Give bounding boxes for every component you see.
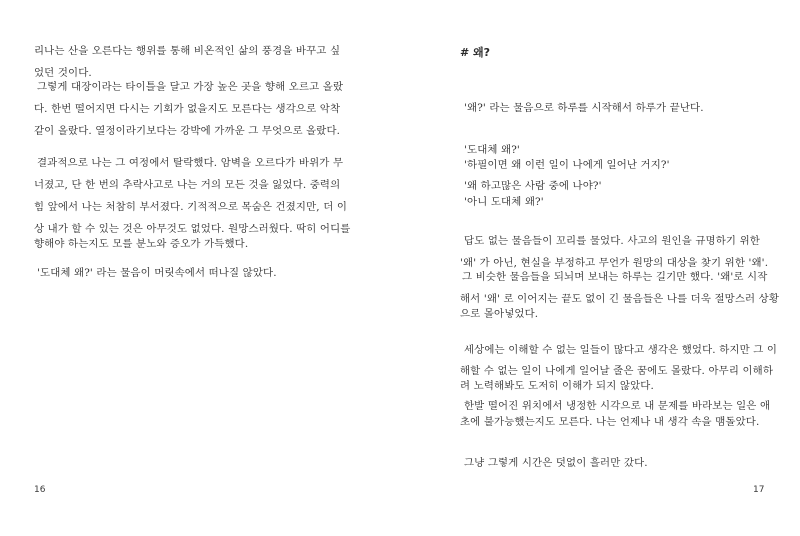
page-number-left: 16 [34, 485, 46, 495]
right-line-1: '왜?' 라는 물음으로 하루를 시작해서 하루가 끝난다. [464, 102, 704, 114]
right-line-9: '왜' 가 아닌, 현실을 부정하고 무언가 원망의 대상을 찾기 위한 '왜'. [460, 257, 769, 269]
left-line-10: 상 내가 할 수 있는 것은 아무것도 없었다. 원망스러웠다. 딱히 어디를 [34, 223, 351, 235]
left-line-8: 너졌고, 단 한 번의 추락사고로 나는 거의 모든 것을 잃었다. 중력의 [34, 179, 341, 191]
left-line-5: 같이 올랐다. 열정이라기보다는 강박에 가까운 그 무엇으로 올랐다. [34, 125, 341, 137]
right-line-8: 답도 없는 물음들이 꼬리를 물었다. 사고의 원인을 규명하기 위한 [464, 235, 760, 247]
left-line-2: 었던 것이다. [34, 67, 92, 79]
right-line-18: 초에 불가능했는지도 모른다. 나는 언제나 내 생각 속을 맴돌았다. [460, 416, 760, 428]
left-line-3: 그렇게 대장이라는 타이틀을 달고 가장 높은 곳을 향해 오르고 올랐 [37, 81, 344, 93]
left-line-1: 리나는 산을 오른다는 행위를 통해 비온적인 삶의 풍경을 바꾸고 싶 [34, 45, 341, 57]
section-heading: # 왜? [460, 46, 491, 59]
left-line-9: 힘 앞에서 나는 처참히 부서졌다. 기적적으로 목숨은 건졌지만, 더 이 [34, 201, 348, 213]
right-line-3: '도대체 왜?' [464, 144, 520, 156]
right-line-14: 세상에는 이해할 수 없는 일들이 많다고 생각은 했었다. 하지만 그 이 [464, 344, 778, 356]
left-line-13: '도대체 왜?' 라는 물음이 머릿속에서 떠나질 않았다. [37, 267, 277, 279]
right-line-17: 한발 떨어진 위치에서 냉정한 시각으로 내 문제를 바라보는 일은 애 [464, 400, 771, 412]
right-line-4: '하필이면 왜 이런 일이 나에게 일어난 거지?' [464, 159, 670, 171]
left-line-7: 결과적으로 나는 그 여정에서 탈락했다. 암벽을 오르다가 바위가 무 [37, 157, 344, 169]
left-line-4: 다. 한번 떨어지면 다시는 기회가 없을지도 모른다는 생각으로 악착 [34, 103, 341, 115]
right-page [400, 0, 800, 536]
right-line-10: 그 비슷한 물음들을 되뇌며 보내는 하루는 길기만 했다. '왜'로 시작 [462, 271, 768, 283]
right-line-11: 해서 '왜' 로 이어지는 끝도 없이 긴 물음들은 나를 더욱 절망스러 상황 [460, 293, 780, 305]
right-line-20: 그냥 그렇게 시간은 덧없이 흘러만 갔다. [464, 457, 648, 469]
right-line-6: '아니 도대체 왜?' [464, 196, 544, 208]
right-line-16: 려 노력해봐도 도저히 이해가 되지 않았다. [460, 380, 654, 392]
page-number-right: 17 [753, 485, 765, 495]
right-line-12: 으로 몰아넣었다. [460, 308, 539, 320]
right-line-5: '왜 하고많은 사람 중에 나야?' [464, 180, 602, 192]
left-line-11: 향해야 하는지도 모를 분노와 증오가 가득했다. [34, 238, 249, 250]
right-line-15: 해할 수 없는 일이 나에게 일어날 줄은 꿈에도 몰랐다. 아무리 이해하 [460, 365, 774, 377]
